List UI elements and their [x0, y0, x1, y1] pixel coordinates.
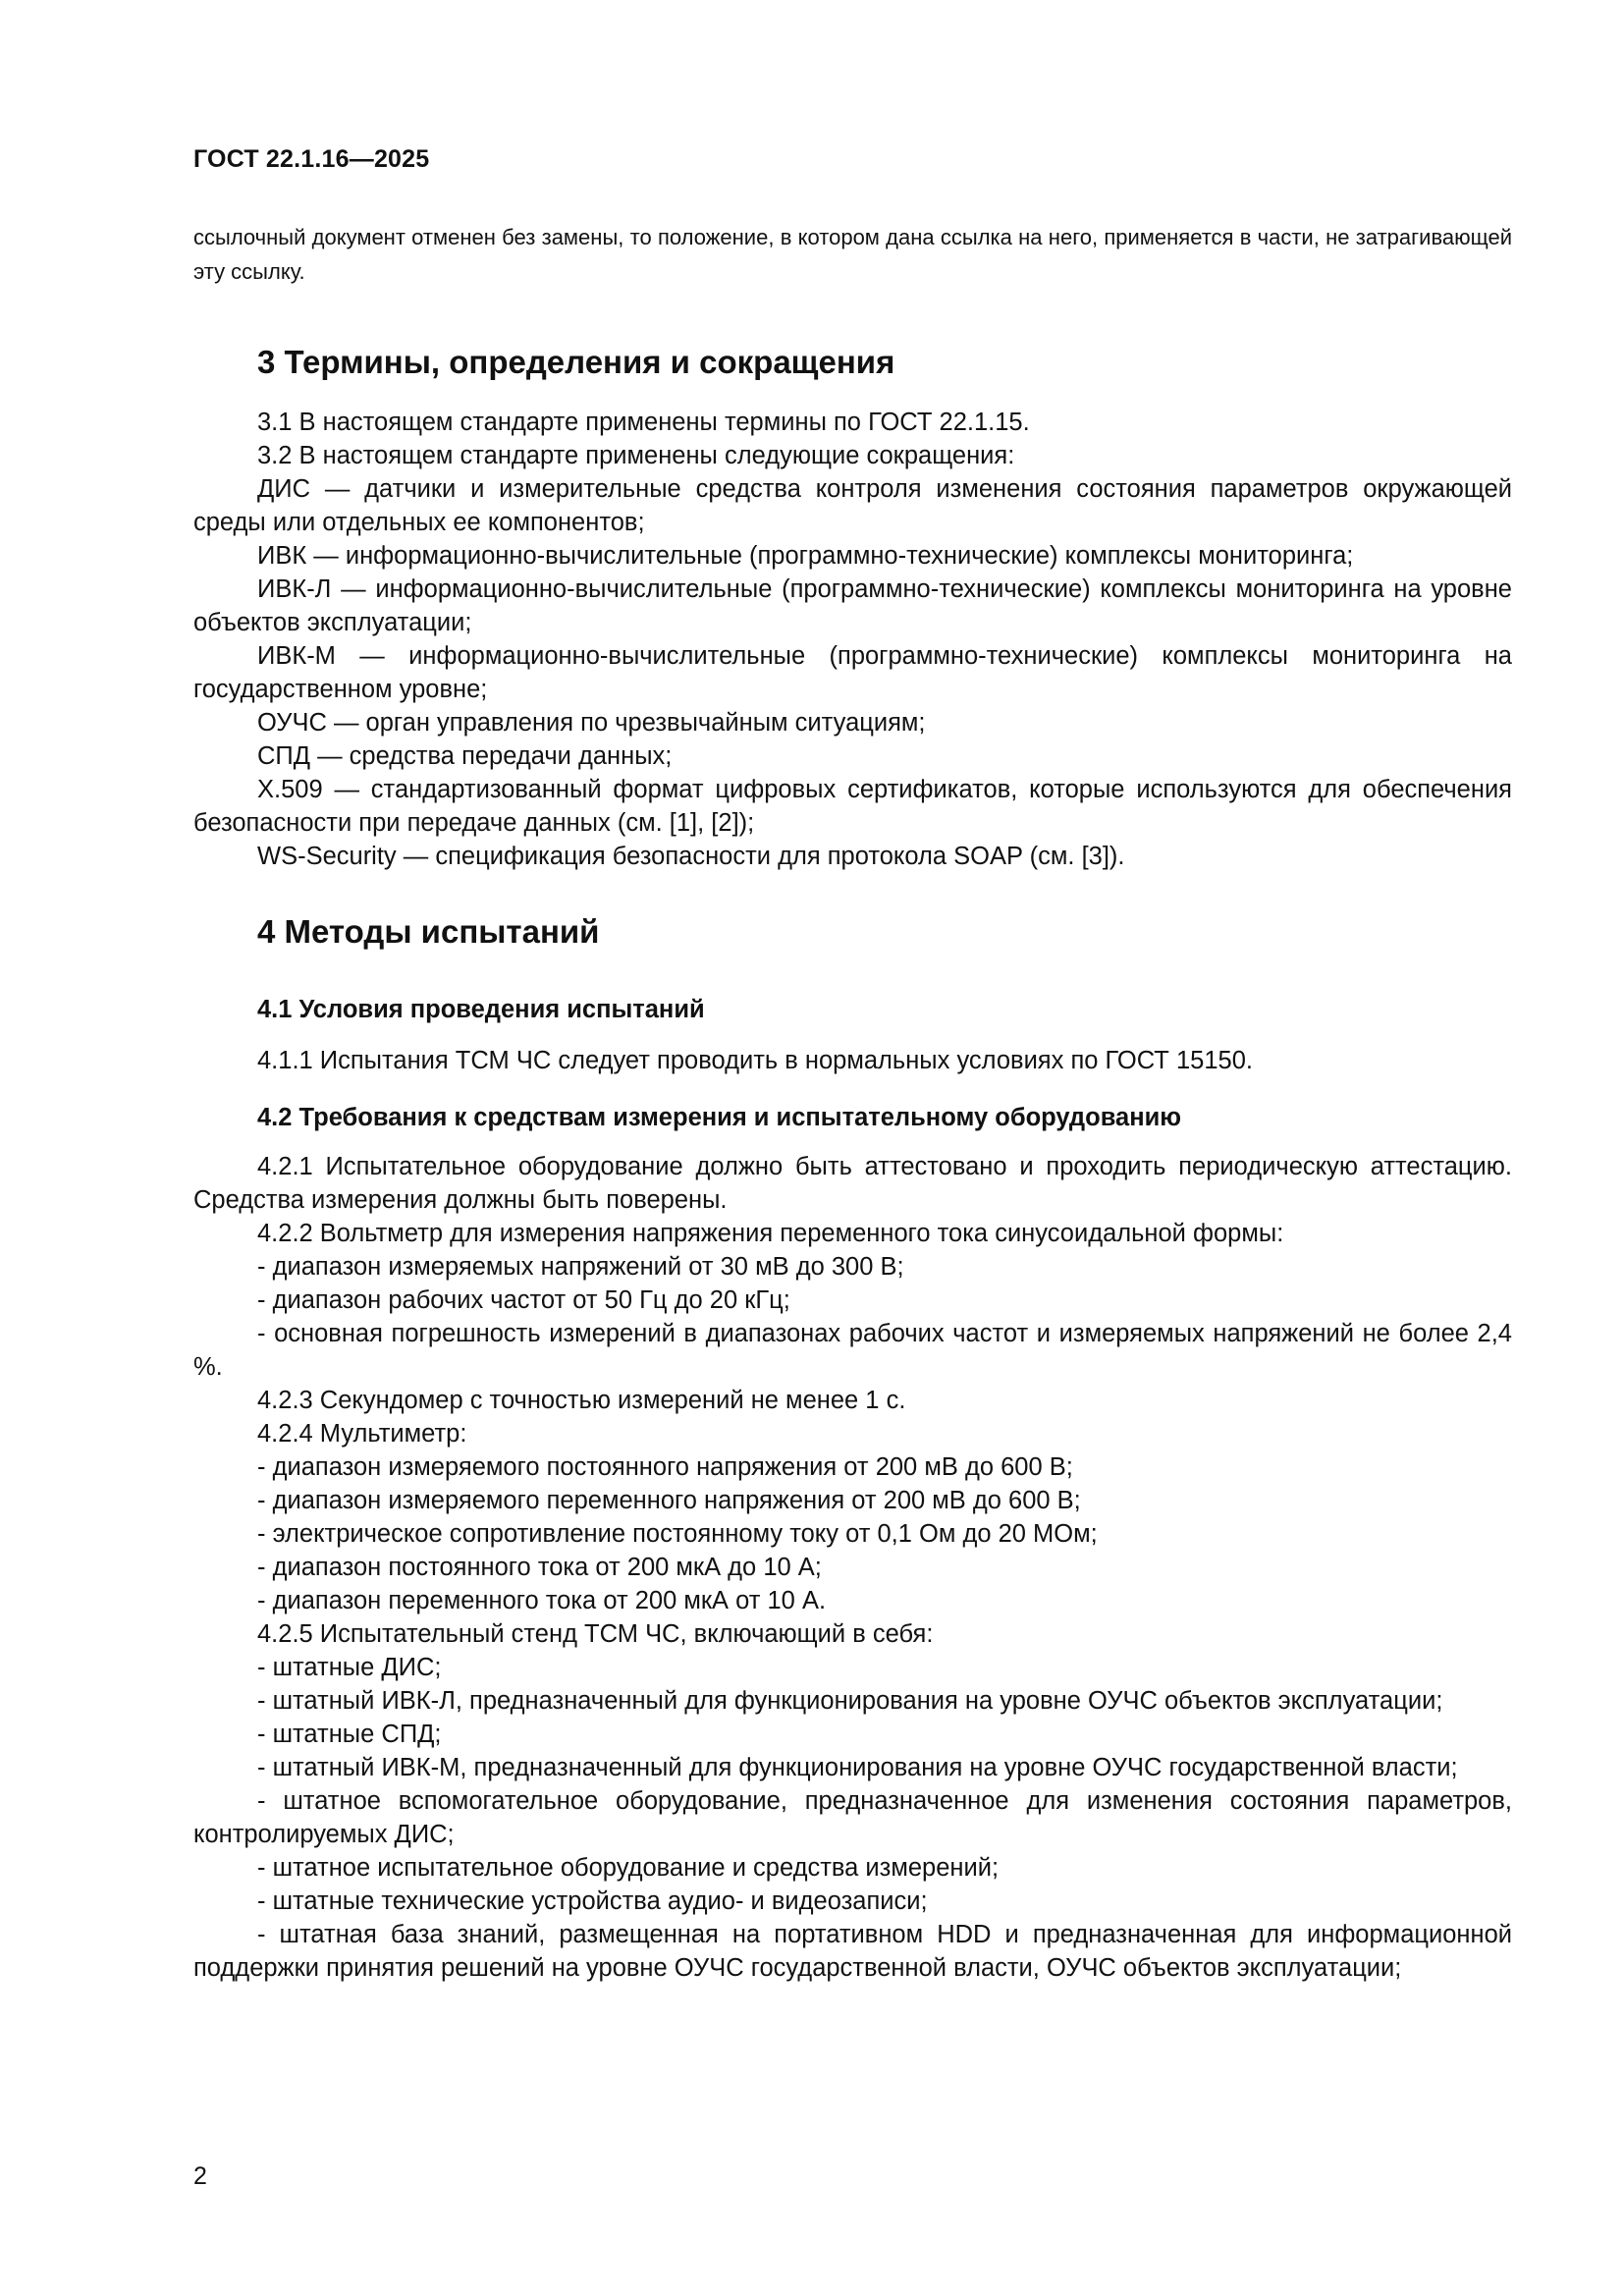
list-item: - штатное испытательное оборудование и средства измерений;	[257, 1854, 1000, 1882]
abbreviation-ouchs: ОУЧС — орган управления по чрезвычайным ситуациям;	[257, 709, 926, 737]
list-item: - основная погрешность измерений в диапазонах рабочих частот и измеряемых напряжений не более 2,4 %.	[193, 1320, 1512, 1381]
list-item: - штатная база знаний, размещенная на портативном HDD и предназначенная для информационной поддержки принятия решений на уровне ОУЧС государственной власти, ОУЧС объектов эксплуатации;	[193, 1921, 1512, 1982]
section-3-paragraph: 3.1 В настоящем стандарте применены термины по ГОСТ 22.1.15.	[257, 409, 1030, 436]
abbreviation-x509: X.509 — стандартизованный формат цифровых сертификатов, которые используются для обеспечения безопасности при передаче данных (см. [1], [2]);	[193, 776, 1512, 837]
list-item: - диапазон постоянного тока от 200 мкА до 10 А;	[257, 1554, 822, 1581]
list-item: - электрическое сопротивление постоянному току от 0,1 Ом до 20 МОм;	[257, 1520, 1098, 1548]
intro-paragraph: ссылочный документ отменен без замены, то положение, в котором дана ссылка на него, применяется в части, не затрагивающей эту ссылку.	[193, 225, 1512, 284]
list-item: - диапазон переменного тока от 200 мкА от 10 А.	[257, 1587, 827, 1614]
list-item: - штатные технические устройства аудио- и видеозаписи;	[257, 1887, 928, 1915]
page-number: 2	[193, 2162, 207, 2190]
list-item: - диапазон измеряемого постоянного напряжения от 200 мВ до 600 В;	[257, 1453, 1073, 1481]
abbreviation-ivk: ИВК — информационно-вычислительные (программно-технические) комплексы мониторинга;	[257, 542, 1354, 570]
section-3-paragraph: 3.2 В настоящем стандарте применены следующие сокращения:	[257, 442, 1015, 469]
list-item: - штатные ДИС;	[257, 1654, 442, 1681]
list-item: - диапазон рабочих частот от 50 Гц до 20 кГц;	[257, 1286, 790, 1314]
subsection-4-2-paragraph: 4.2.2 Вольтметр для измерения напряжения переменного тока синусоидальной формы:	[257, 1220, 1284, 1247]
subsection-4-2-paragraph: 4.2.1 Испытательное оборудование должно быть аттестовано и проходить периодическую аттестацию. Средства измерения должны быть поверены.	[193, 1153, 1512, 1214]
document-header: ГОСТ 22.1.16—2025	[193, 145, 430, 173]
abbreviation-ivk-l: ИВК-Л — информационно-вычислительные (программно-технические) комплексы мониторинга на уровне объектов эксплуатации;	[193, 575, 1512, 636]
section-3-heading: 3 Термины, определения и сокращения	[257, 344, 895, 380]
list-item: - диапазон измеряемых напряжений от 30 мВ до 300 В;	[257, 1253, 904, 1281]
subsection-4-2-heading: 4.2 Требования к средствам измерения и испытательному оборудованию	[257, 1104, 1182, 1131]
list-item: - штатный ИВК-Л, предназначенный для функционирования на уровне ОУЧС объектов эксплуатации;	[257, 1687, 1443, 1715]
subsection-4-2-paragraph: 4.2.3 Секундомер с точностью измерений не менее 1 с.	[257, 1387, 906, 1414]
subsection-4-2-paragraph: 4.2.4 Мультиметр:	[257, 1420, 467, 1448]
list-item: - штатные СПД;	[257, 1721, 442, 1748]
section-4-heading: 4 Методы испытаний	[257, 913, 600, 950]
subsection-4-1-paragraph: 4.1.1 Испытания ТСМ ЧС следует проводить в нормальных условиях по ГОСТ 15150.	[257, 1047, 1253, 1074]
abbreviation-ws-security: WS-Security — спецификация безопасности для протокола SOAP (см. [3]).	[257, 843, 1125, 870]
document-body	[193, 220, 1512, 1985]
subsection-4-1-heading: 4.1 Условия проведения испытаний	[257, 996, 705, 1023]
abbreviation-spd: СПД — средства передачи данных;	[257, 742, 673, 770]
abbreviation-ivk-m: ИВК-М — информационно-вычислительные (программно-технические) комплексы мониторинга на государственном уровне;	[193, 642, 1512, 703]
list-item: - штатное вспомогательное оборудование, предназначенное для изменения состояния параметров, контролируемых ДИС;	[193, 1787, 1512, 1848]
list-item: - диапазон измеряемого переменного напряжения от 200 мВ до 600 В;	[257, 1487, 1081, 1514]
abbreviation-dis: ДИС — датчики и измерительные средства контроля изменения состояния параметров окружающей среды или отдельных ее компонентов;	[193, 475, 1512, 536]
list-item: - штатный ИВК-М, предназначенный для функционирования на уровне ОУЧС государственной власти;	[257, 1754, 1458, 1781]
subsection-4-2-paragraph: 4.2.5 Испытательный стенд ТСМ ЧС, включающий в себя:	[257, 1620, 934, 1648]
